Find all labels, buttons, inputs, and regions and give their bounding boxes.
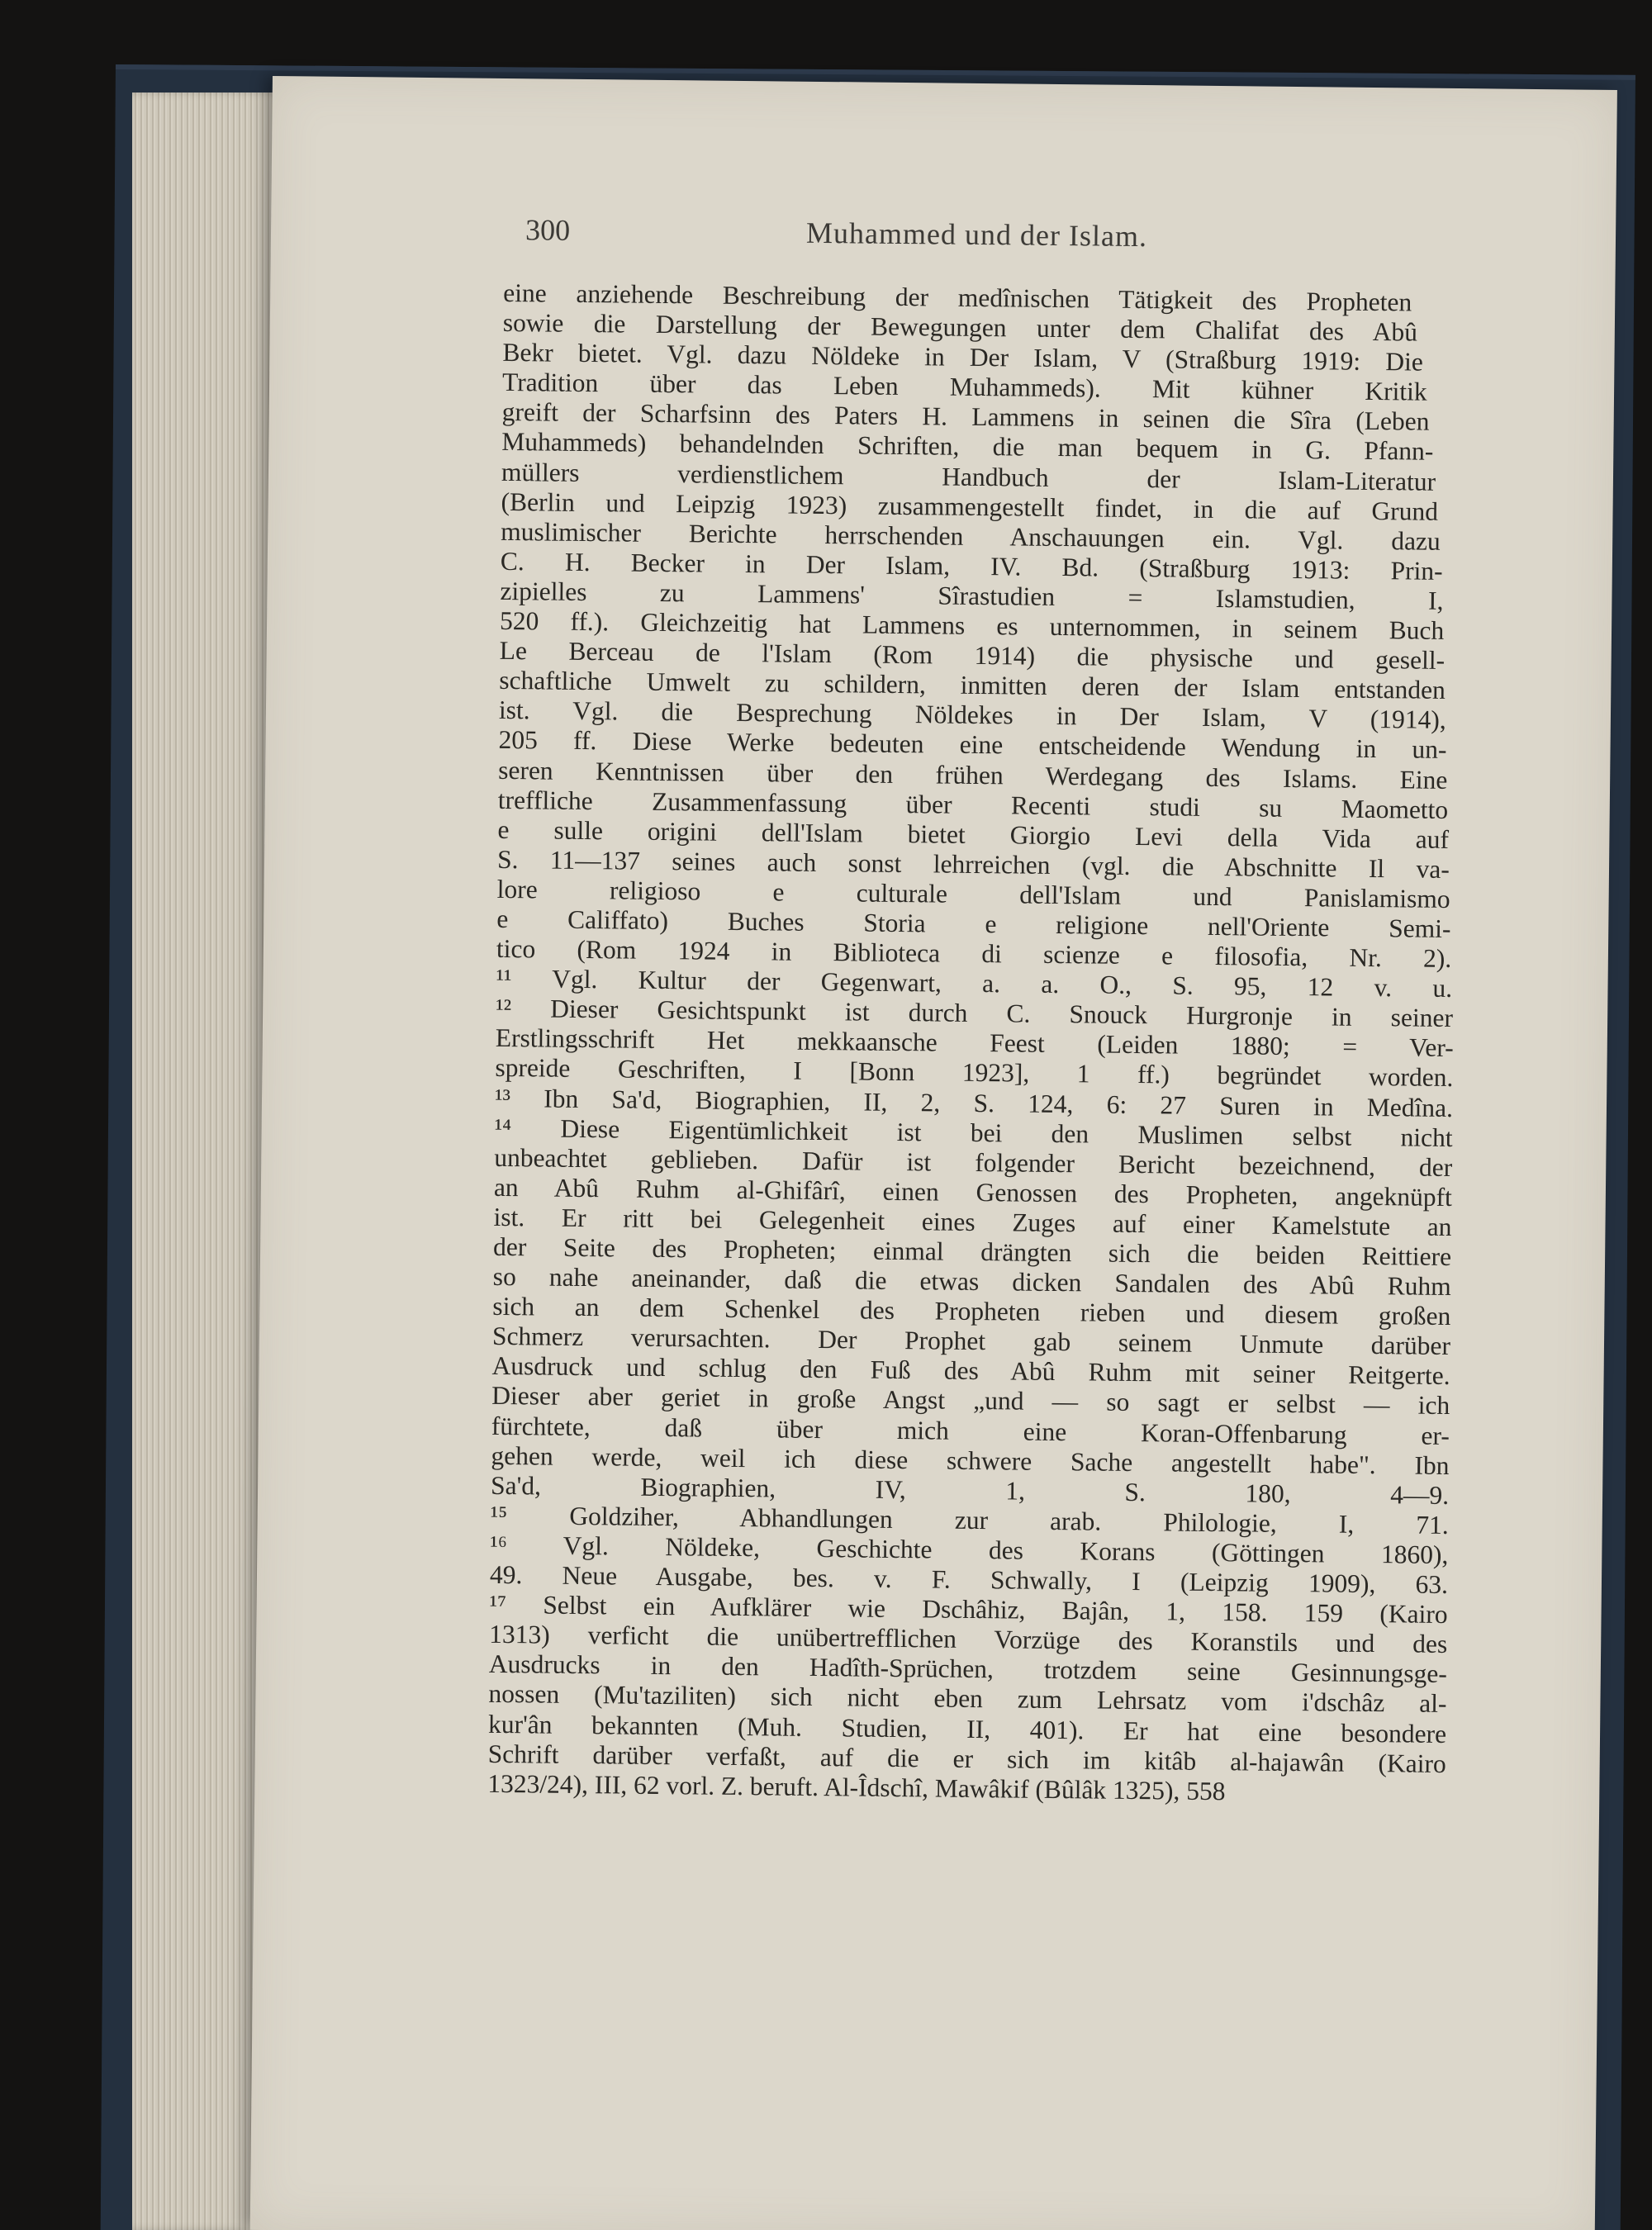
text-line: 205 ff. Diese Werke bedeuten eine entscheidende Wendung in un- (498, 725, 1447, 765)
text-line: muslimischer Berichte herrschenden Anschauungen ein. Vgl. dazu (501, 516, 1441, 556)
text-line: S. 11—137 seines auch sonst lehrreichen (vgl. die Abschnitte Il va- (496, 844, 1450, 884)
text-line: 1313) verficht die unübertrefflichen Vorzüge des Koranstils und des (489, 1620, 1448, 1659)
text-line: gehen werde, weil ich diese schwere Sache angestellt habe". Ibn (491, 1440, 1450, 1480)
text-line: so nahe aneinander, daß die etwas dicken Sandalen des Abû Ruhm (492, 1261, 1451, 1302)
text-line: sowie die Darstellung der Bewegungen unter dem Chalifat des Abû (502, 308, 1418, 347)
text-line: 49. Neue Ausgabe, bes. v. F. Schwally, I (Leipzig 1909), 63. (489, 1559, 1449, 1600)
text-line: nossen (Mu'taziliten) sich nicht eben zum Lehrsatz vom i'dschâz al- (488, 1679, 1447, 1719)
text-line: ¹³ Ibn Sa'd, Biographien, II, 2, S. 124, 6: 27 Suren in Medîna. (494, 1083, 1454, 1122)
text-line: ist. Er ritt bei Gelegenheit eines Zuges auf einer Kamelstute an (493, 1202, 1452, 1241)
text-line: Tradition über das Leben Muhammeds). Mit kühner Kritik (501, 368, 1427, 406)
text-line: Ausdruck und schlug den Fuß des Abû Ruhm mit seiner Reitgerte. (491, 1351, 1450, 1391)
text-line: zipielles zu Lammens' Sîrastudien = Islamstudien, I, (500, 576, 1444, 615)
text-line: treffliche Zusammenfassung über Recenti studi su Maometto (497, 785, 1449, 824)
text-line: sich an dem Schenkel des Propheten rieben und diesem großen (492, 1292, 1451, 1331)
text-line: Ausdrucks in den Hadîth-Sprüchen, trotzdem seine Gesinnungsge- (488, 1649, 1448, 1689)
text-line: ¹⁵ Goldziher, Abhandlungen zur arab. Philologie, I, 71. (490, 1500, 1449, 1540)
text-line: lore religioso e culturale dell'Islam und Panislamismo (496, 874, 1450, 913)
text-line: Bekr bietet. Vgl. dazu Nöldeke in Der Islam, V (Straßburg 1919: Die (502, 338, 1424, 377)
text-line: ¹⁷ Selbst ein Aufklärer wie Dschâhiz, Bajân, 1, 158. 159 (Kairo (489, 1589, 1448, 1630)
text-line: seren Kenntnissen über den frühen Werdegang des Islams. Eine (498, 755, 1448, 795)
text-line: ist. Vgl. die Besprechung Nöldekes in Der Islam, V (1914), (498, 695, 1446, 735)
text-line: tico (Rom 1924 in Biblioteca di scienze e filosofia, Nr. 2). (496, 933, 1452, 974)
text-line: 520 ff.). Gleichzeitig hat Lammens es unternommen, in seinem Buch (499, 605, 1445, 645)
text-line: Schrift darüber verfaßt, auf die er sich im kitâb al-hajawân (Kairo (487, 1739, 1446, 1778)
text-line: eine anziehende Beschreibung der medînischen Tätigkeit des Propheten (503, 278, 1412, 317)
text-line: fürchtete, daß über mich eine Koran-Offenbarung er- (491, 1411, 1450, 1450)
text-line: Le Berceau de l'Islam (Rom 1914) die physische und gesell- (499, 636, 1446, 676)
text-line: unbeachtet geblieben. Dafür ist folgender Bericht bezeichnend, der (494, 1142, 1453, 1182)
text-line: der Seite des Propheten; einmal drängten sich die beiden Reittiere (492, 1231, 1452, 1272)
text-line: ¹² Dieser Gesichtspunkt ist durch C. Snouck Hurgronje in seiner (496, 994, 1454, 1033)
text-line: greift der Scharfsinn des Paters H. Lammens in seinen die Sîra (Leben (501, 397, 1430, 437)
text-line: ¹¹ Vgl. Kultur der Gegenwart, a. a. O., S. 95, 12 v. u. (496, 964, 1453, 1004)
page-body (487, 278, 1461, 1809)
running-title: Muhammed und der Islam. (805, 216, 1148, 254)
text-line: e sulle origini dell'Islam bietet Giorgio Levi della Vida auf (497, 814, 1450, 854)
text-line: an Abû Ruhm al-Ghifârî, einen Genossen des Propheten, angeknüpft (493, 1172, 1453, 1212)
text-line: (Berlin und Leipzig 1923) zusammengestellt findet, in die auf Grund (501, 486, 1439, 526)
book-page (250, 76, 1617, 2230)
text-line: Sa'd, Biographien, IV, 1, S. 180, 4—9. (490, 1470, 1450, 1510)
page-number: 300 (525, 213, 571, 247)
text-line: schaftliche Umwelt zu schildern, inmitten deren der Islam entstanden (499, 666, 1446, 705)
text-line: kur'ân bekannten (Muh. Studien, II, 401). Er hat eine besondere (487, 1709, 1447, 1748)
text-line: ¹⁴ Diese Eigentümlichkeit ist bei den Muslimen selbst nicht (494, 1113, 1453, 1152)
text-line: 1323/24), III, 62 vorl. Z. beruft. Al-Îdschî, Mawâkif (Bûlâk 1325), 558 (487, 1768, 1226, 1805)
text-line: müllers verdienstlichem Handbuch der Islam-Literatur (501, 457, 1436, 496)
text-line: ¹⁶ Vgl. Nöldeke, Geschichte des Korans (Göttingen 1860), (490, 1530, 1449, 1569)
text-line: Erstlingsschrift Het mekkaansche Feest (Leiden 1880; = Ver- (495, 1023, 1454, 1063)
text-line: Schmerz verursachten. Der Prophet gab seinem Unmute darüber (491, 1321, 1451, 1361)
text-line: Muhammeds) behandelnden Schriften, die man bequem in G. Pfann- (501, 427, 1434, 467)
page-header (271, 210, 1616, 273)
text-line: Dieser aber geriet in große Angst „und — so sagt er selbst — ich (491, 1381, 1450, 1421)
text-line: e Califfato) Buches Storia e religione nell'Oriente Semi- (496, 904, 1451, 943)
text-line: C. H. Becker in Der Islam, IV. Bd. (Straßburg 1913: Prin- (500, 546, 1443, 586)
text-line: spreide Geschriften, I [Bonn 1923], 1 ff.) begründet worden. (495, 1053, 1454, 1093)
